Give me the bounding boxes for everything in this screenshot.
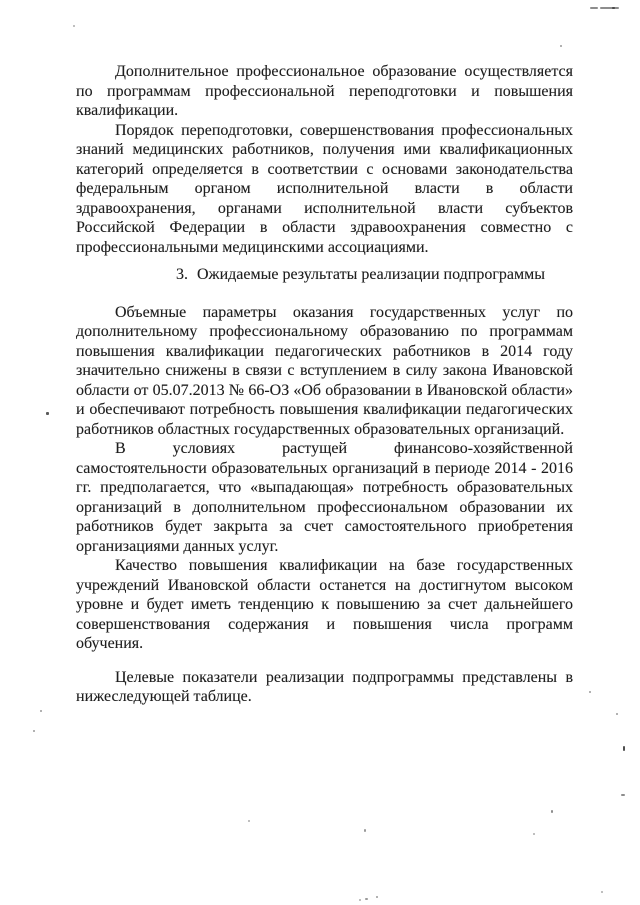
scan-speck	[46, 412, 49, 415]
scan-speck	[33, 730, 35, 732]
scan-speck	[533, 833, 535, 835]
scan-speck	[612, 7, 615, 9]
document-text-block	[76, 62, 573, 707]
section-heading	[76, 265, 573, 285]
section-heading-title: Ожидаемые результаты реализации подпрограммы	[196, 266, 546, 283]
scan-speck	[589, 691, 591, 693]
scan-speck	[601, 891, 603, 893]
scan-speck	[600, 7, 619, 9]
scan-speck	[376, 896, 378, 898]
scan-speck	[359, 899, 361, 901]
paragraph-target-indicators: Целевые показатели реализации подпрограммы представлены в нижеследующей таблице.	[76, 668, 573, 705]
scan-speck	[590, 7, 598, 9]
paragraph-dpo-intro: Дополнительное профессиональное образование осуществляется по программам профессиональной переподготовки и повышения квалификации.	[76, 63, 573, 119]
scan-speck	[73, 25, 75, 27]
scan-speck	[40, 710, 42, 712]
paragraph-volume-parameters: Объемные параметры оказания государственных услуг по дополнительному профессиональному образованию по программам повышения квалификации педагогических работников в 2014 году значительно снижены в связи с вступлением в силу закона Ивановской области от 05.07.2013 № 66-ОЗ «Об образовании в Ивановской области» и обеспечивают потребность повышения квалификации педагогических работников областных государственных образовательных организаций.	[76, 303, 573, 438]
scan-speck	[365, 898, 368, 900]
scan-speck	[560, 45, 562, 47]
scan-speck	[623, 746, 625, 751]
scan-speck	[364, 829, 366, 832]
section-heading-number: 3.	[175, 266, 188, 283]
paragraph-quality-level: Качество повышения квалификации на базе государственных учреждений Ивановской области останется на достигнутом высоком уровне и будет иметь тенденцию к повышению за счет дальнейшего совершенствования содержания и повышения числа программ обучения.	[76, 557, 573, 652]
scan-speck	[248, 820, 250, 822]
scan-speck	[621, 794, 625, 796]
scan-speck	[616, 713, 618, 715]
paragraph-financial-independence: В условиях растущей финансово-хозяйственной самостоятельности образовательных организаций в периоде 2014 - 2016 гг. предполагается, что «выпадающая» потребность образовательных организаций в дополнительном профессиональном образовании их работников будет закрыта за счет самостоятельного приобретения организациями данных услуг.	[76, 440, 573, 555]
scan-speck	[551, 810, 553, 813]
paragraph-retraining-order: Порядок переподготовки, совершенствования профессиональных знаний медицинских работников, получения ими квалификационных категорий определяется в соответствии с основами законодательства федеральным органом исполнительной власти в области здравоохранения, органами исполнительной власти субъектов Российской Федерации в области здравоохранения совместно с профессиональными медицинскими ассоциациями.	[76, 121, 573, 256]
